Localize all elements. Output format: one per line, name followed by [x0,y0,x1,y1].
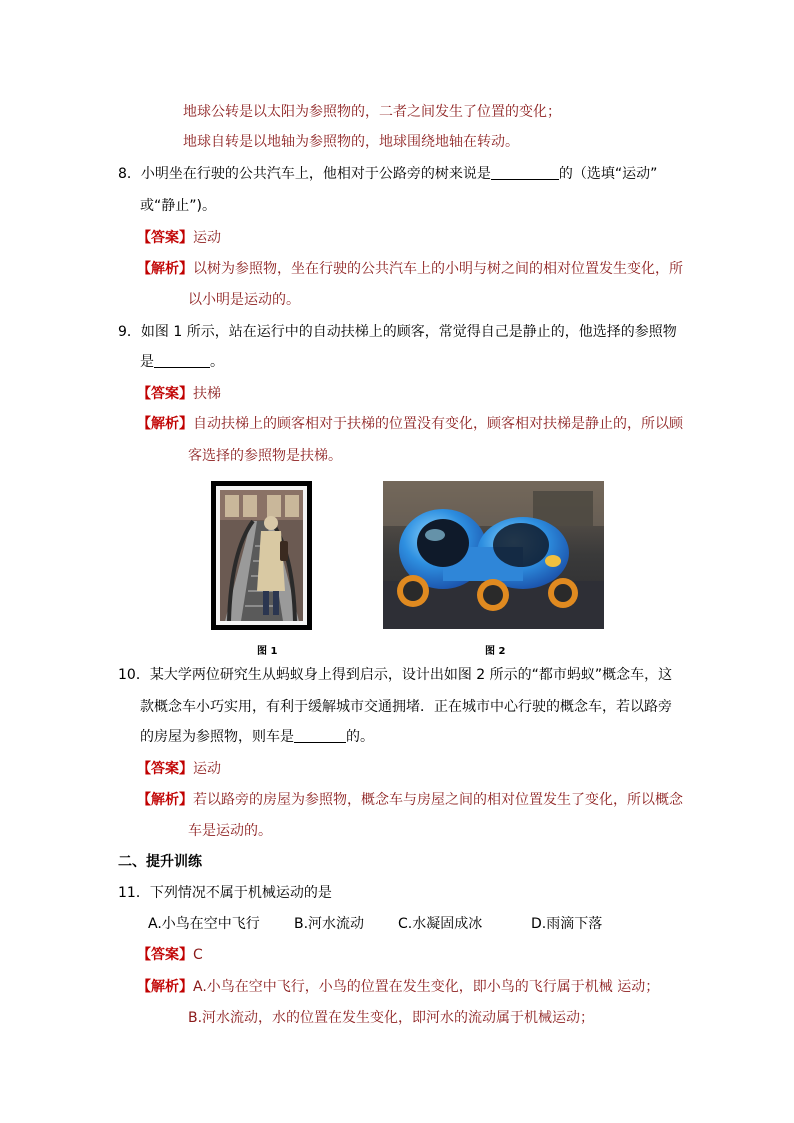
question-text: 的。 [346,729,374,745]
answer-blank [154,353,210,368]
option-c: C.水凝固成冰 [398,916,483,932]
answer-tag: 【答案】 [137,947,193,963]
explanation-text: A.小鸟在空中飞行，小鸟的位置在发生变化，即小鸟的飞行属于机械 运动； [193,979,660,995]
answer-blank [294,728,346,743]
explanation-line [137,414,683,434]
explanation-tag: 【解析】 [137,792,193,808]
figure-2-caption: 图 2 [485,646,506,657]
option-a: A.小鸟在空中飞行 [148,916,260,932]
question-text: 款概念车小巧实用，有利于缓解城市交通拥堵．正在城市中心行驶的概念车，若以路旁 [140,699,672,715]
question-text: 下列情况不属于机械运动的是 [149,885,332,901]
question-number: 9． [118,324,141,340]
question-number: 8． [118,166,141,182]
explanation-text: 以小明是运动的。 [188,292,300,308]
section-heading: 二、提升训练 [118,854,202,870]
explanation-text: 客选择的参照物是扶梯。 [188,448,342,464]
answer-text: 运动 [193,761,221,777]
question-number: 10． [118,667,150,683]
answer-text: C [193,947,203,963]
question-8 [118,164,657,184]
answer-tag: 【答案】 [137,386,193,402]
text-line: 地球自转是以地轴为参照物的，地球围绕地轴在转动。 [183,134,519,150]
question-9 [118,322,677,342]
question-text: 如图 1 所示，站在运行中的自动扶梯上的顾客，常觉得自己是静止的，他选择的参照物 [140,324,677,340]
explanation-tag: 【解析】 [137,416,193,432]
text-line: 地球公转是以太阳为参照物的，二者之间发生了位置的变化； [183,104,561,120]
question-text: 的（选填“运动” [558,166,658,182]
answer-text: 运动 [193,230,221,246]
answer-line [137,228,221,248]
answer-blank [491,165,559,180]
question-number: 11． [118,885,150,901]
option-d: D.雨滴下落 [531,916,603,932]
figure-1-escalator-photo [211,481,312,630]
question-text: 。 [210,354,224,370]
option-b: B.河水流动 [294,916,365,932]
explanation-text: 车是运动的。 [188,823,272,839]
answer-line [137,384,221,404]
figure-2-concept-car-photo [383,481,604,629]
explanation-line [137,790,683,810]
question-text: 的房屋为参照物，则车是 [140,729,294,745]
explanation-tag: 【解析】 [137,261,193,277]
explanation-text: 自动扶梯上的顾客相对于扶梯的位置没有变化，顾客相对扶梯是静止的，所以顾 [193,416,683,432]
figure-1-caption: 图 1 [257,646,278,657]
answer-text: 扶梯 [193,386,221,402]
answer-tag: 【答案】 [137,230,193,246]
answer-line [137,759,221,779]
question-10 [118,665,672,685]
explanation-line [137,259,683,279]
question-text-line [140,727,374,747]
explanation-text: 以树为参照物，坐在行驶的公共汽车上的小明与树之间的相对位置发生变化，所 [193,261,683,277]
question-text: 小明坐在行驶的公共汽车上，他相对于公路旁的树来说是 [140,166,491,182]
answer-tag: 【答案】 [137,761,193,777]
explanation-line [137,977,659,997]
question-text: 某大学两位研究生从蚂蚁身上得到启示，设计出如图 2 所示的“都市蚂蚁”概念车，这 [149,667,673,683]
question-11 [118,883,332,903]
explanation-text: 若以路旁的房屋为参照物，概念车与房屋之间的相对位置发生了变化，所以概念 [193,792,683,808]
explanation-text: B.河水流动，水的位置在发生变化，即河水的流动属于机械运动； [188,1010,595,1026]
explanation-tag: 【解析】 [137,979,193,995]
answer-line [137,945,203,965]
question-text: 是 [140,354,154,370]
text-line: 或“静止”)。 [140,198,216,214]
question-text-line [140,352,224,372]
